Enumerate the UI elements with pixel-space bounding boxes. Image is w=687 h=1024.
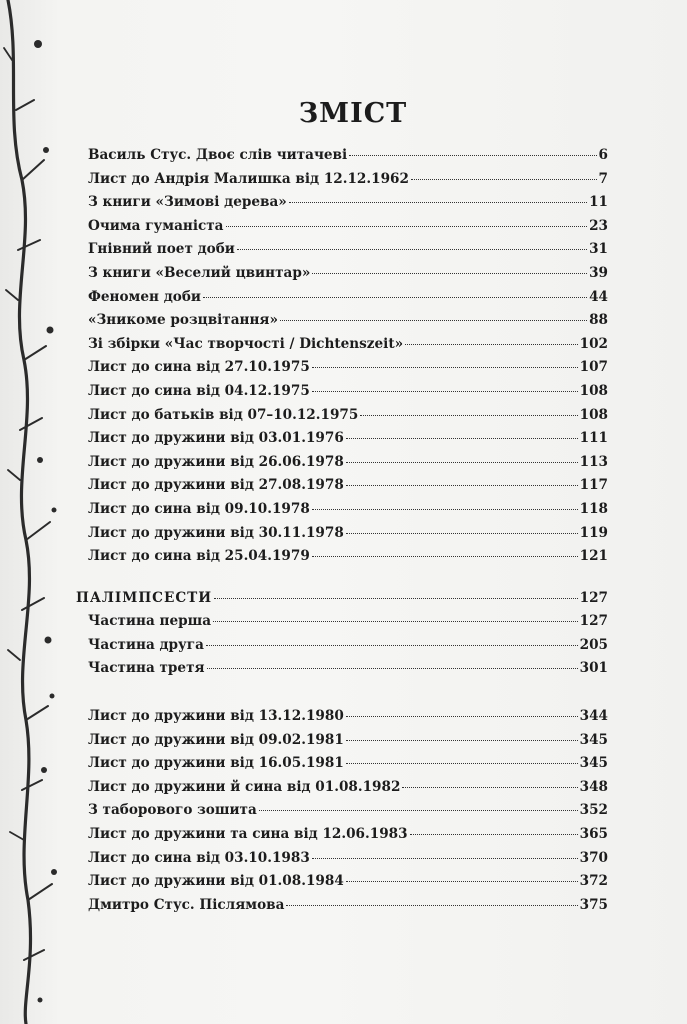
toc-entry (88, 799, 608, 823)
toc-entry-page: 345 (579, 755, 608, 772)
toc-group-1 (88, 144, 608, 569)
toc-entry (88, 847, 608, 871)
dot-leader (206, 634, 578, 646)
toc-entry-page: 345 (579, 731, 608, 748)
dot-leader (346, 474, 578, 486)
toc-entry-label: Лист до дружини від 26.06.1978 (88, 453, 344, 470)
toc-entry (88, 823, 608, 847)
toc-entry (88, 333, 608, 357)
toc-entry (88, 215, 608, 239)
dot-leader (289, 191, 587, 203)
toc-entry (88, 752, 608, 776)
toc-entry-label: Василь Стус. Двоє слів читачеві (88, 147, 348, 163)
toc-entry-label: Лист до сина від 04.12.1975 (88, 382, 310, 399)
toc-entry-page: 11 (589, 194, 608, 211)
toc-group-3 (88, 705, 608, 917)
dot-leader (402, 776, 577, 788)
toc-entry (88, 894, 608, 918)
toc-entry-page: 121 (579, 548, 608, 565)
toc-entry (88, 474, 608, 498)
toc-entry-label: Лист до сина від 03.10.1983 (88, 849, 310, 866)
toc-entry-label: Частина перша (88, 613, 212, 630)
toc-entry-page: 23 (589, 217, 608, 234)
toc-entry (88, 776, 608, 800)
dot-leader (312, 498, 578, 510)
toc-entry (88, 451, 608, 475)
toc-entry-label: З книги «Зимові дерева» (88, 194, 287, 211)
section-gap (88, 681, 608, 705)
toc-entry-label: Очима гуманіста (88, 217, 224, 234)
dot-leader (346, 427, 578, 439)
dot-leader (346, 752, 578, 764)
toc-entry-label: Лист до дружини від 13.12.1980 (88, 708, 344, 725)
toc-entry-page: 44 (589, 288, 608, 305)
section-gap (88, 569, 608, 587)
toc-entry-label: Лист до дружини та сина від 12.06.1983 (88, 826, 408, 843)
toc-entry-label: Лист до дружини від 01.08.1984 (88, 873, 344, 890)
toc-entry-label: Лист до сина від 27.10.1975 (88, 359, 310, 376)
toc-entry (88, 657, 608, 681)
toc-entry (88, 238, 608, 262)
toc-entry-page: 127 (579, 613, 608, 630)
toc-entry (88, 309, 608, 333)
toc-entry-page: 31 (589, 241, 608, 258)
toc-group-2 (76, 587, 608, 681)
dot-leader (349, 144, 596, 156)
dot-leader (346, 522, 578, 534)
toc-entry (88, 168, 608, 192)
toc-entry-page: 7 (598, 170, 608, 187)
toc-section-heading (76, 587, 608, 611)
table-of-contents (76, 92, 608, 917)
toc-entry-page: 365 (579, 826, 608, 843)
dot-leader (410, 823, 578, 835)
toc-title: ЗМІСТ (298, 98, 408, 129)
toc-entry-label: Лист до дружини й сина від 01.08.1982 (88, 778, 401, 795)
dot-leader (346, 729, 578, 741)
dot-leader (259, 799, 578, 811)
dot-leader (312, 545, 578, 557)
dot-leader (346, 705, 578, 717)
dot-leader (312, 262, 587, 274)
toc-entry-page: 127 (579, 589, 608, 606)
toc-entry (88, 380, 608, 404)
toc-entry (88, 191, 608, 215)
toc-entry-page: 39 (589, 264, 608, 281)
toc-entry (88, 356, 608, 380)
toc-entry-page: 108 (579, 382, 608, 399)
toc-entry-page: 108 (579, 406, 608, 423)
toc-entry-label: ПАЛІМПСЕСТИ (76, 589, 213, 606)
dot-leader (207, 657, 578, 669)
toc-entry-label: «Зникоме розцвітання» (88, 312, 278, 329)
dot-leader (411, 168, 597, 180)
toc-entry-page: 117 (579, 477, 608, 494)
toc-entry-label: Феномен доби (88, 288, 201, 305)
toc-entry (88, 705, 608, 729)
toc-entry (88, 610, 608, 634)
toc-entry-page: 107 (579, 359, 608, 376)
thorn-branch-ornament (0, 0, 70, 1024)
dot-leader (312, 380, 578, 392)
toc-entry-page: 372 (579, 873, 608, 890)
toc-entry (88, 144, 608, 168)
toc-entry-label: Лист до сина від 09.10.1978 (88, 500, 310, 517)
toc-entry (88, 729, 608, 753)
dot-leader (203, 286, 587, 298)
toc-entry (88, 870, 608, 894)
toc-entry (88, 545, 608, 569)
dot-leader (213, 610, 578, 622)
toc-entry (88, 634, 608, 658)
toc-entry-page: 301 (579, 660, 608, 677)
dot-leader (346, 451, 578, 463)
toc-entry-label: Частина третя (88, 660, 205, 677)
dot-leader (312, 356, 578, 368)
dot-leader (405, 333, 578, 345)
toc-entry-page: 370 (579, 849, 608, 866)
toc-entry-page: 88 (589, 312, 608, 329)
toc-entry-label: Лист до сина від 25.04.1979 (88, 548, 310, 565)
toc-entry-page: 111 (579, 430, 608, 447)
toc-entry-label: З таборового зошита (88, 802, 257, 819)
toc-entry-page: 102 (579, 335, 608, 352)
dot-leader (312, 847, 578, 859)
toc-entry-label: Лист до дружини від 09.02.1981 (88, 731, 344, 748)
toc-entry (88, 522, 608, 546)
toc-entry (88, 286, 608, 310)
toc-entry-label: Лист до Андрія Малишка від 12.12.1962 (88, 170, 409, 187)
dot-leader (226, 215, 588, 227)
toc-entry-label: Частина друга (88, 636, 204, 653)
toc-entry (88, 427, 608, 451)
toc-entry-label: Лист до дружини від 27.08.1978 (88, 477, 344, 494)
toc-entry-page: 348 (579, 778, 608, 795)
toc-entry-label: Зі збірки «Час творчості / Dichtenszeit» (88, 335, 404, 352)
toc-entry-label: Дмитро Стус. Післямова (88, 896, 285, 913)
toc-entry (88, 404, 608, 428)
dot-leader (286, 894, 577, 906)
dot-leader (237, 238, 587, 250)
toc-entry-label: Лист до батьків від 07–10.12.1975 (88, 406, 359, 423)
toc-entry (88, 498, 608, 522)
toc-entry-label: Лист до дружини від 30.11.1978 (88, 524, 344, 541)
dot-leader (346, 870, 578, 882)
toc-entry (88, 262, 608, 286)
toc-entry-page: 375 (579, 896, 608, 913)
toc-entry-label: Гнівний поет доби (88, 241, 235, 258)
toc-entry-page: 352 (579, 802, 608, 819)
toc-entry-page: 118 (579, 500, 608, 517)
dot-leader (360, 404, 577, 416)
dot-leader (214, 587, 577, 599)
toc-entry-page: 344 (579, 708, 608, 725)
toc-entry-page: 113 (579, 453, 608, 470)
dot-leader (280, 309, 587, 321)
toc-entry-page: 6 (598, 147, 608, 163)
toc-entry-label: Лист до дружини від 03.01.1976 (88, 430, 344, 447)
toc-entry-page: 205 (579, 636, 608, 653)
toc-entry-page: 119 (579, 524, 608, 541)
toc-entry-label: Лист до дружини від 16.05.1981 (88, 755, 344, 772)
toc-entry-label: З книги «Веселий цвинтар» (88, 264, 311, 281)
